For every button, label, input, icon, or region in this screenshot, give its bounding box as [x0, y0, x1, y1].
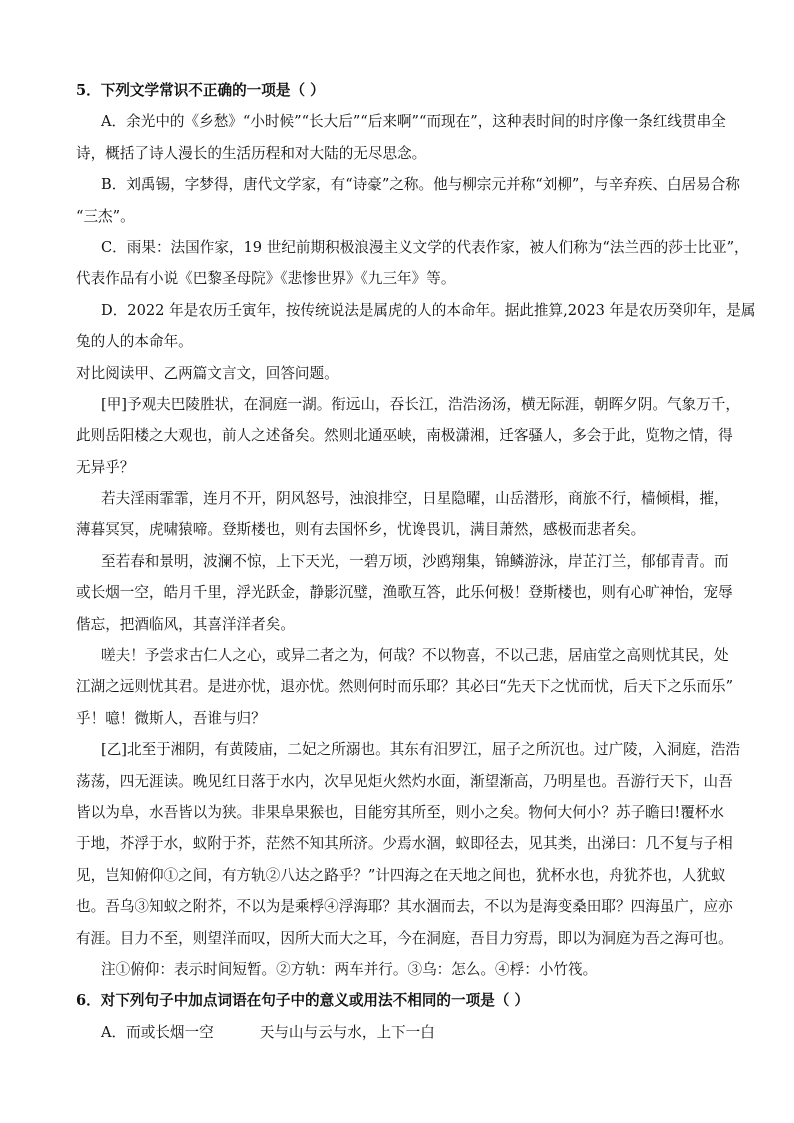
passage-yi-line: [乙]北至于湘阴，有黄陵庙，二妃之所溺也。其东有汨罗江，屈子之所沉也。过广陵，入洞庭，浩浩	[101, 741, 740, 759]
passage-yi-line: 于地，芥浮于水，蚁附于芥，茫然不知其所济。少焉水涸，蚁即径去，见其类，出涕曰：几不复与子相	[76, 835, 733, 853]
passage-jia-line: 此则岳阳楼之大观也，前人之述备矣。然则北通巫峡，南极潇湘，迁客骚人，多会于此，览物之情，得	[76, 427, 733, 445]
q5-option-a-cont: 诗，概括了诗人漫长的生活历程和对大陆的无尽思念。	[76, 144, 427, 162]
passage-jia-line: 无异乎？	[76, 458, 135, 476]
passage-jia-line: 若夫淫雨霏霏，连月不开，阴风怒号，浊浪排空，日星隐曜，山岳潜形，商旅不行，樯倾楫，摧，	[101, 490, 729, 508]
passage-yi-line: 有涯。目力不至，则望洋而叹，因所大而大之耳，今在洞庭，吾目力穷焉，即以为洞庭为吾之海可也。	[76, 929, 733, 947]
reading-instruction: 对比阅读甲、乙两篇文言文，回答问题。	[76, 364, 339, 382]
q5-option-c: C．雨果：法国作家，19 世纪前期积极浪漫主义文学的代表作家，被人们称为“法兰西的莎士比亚”，	[101, 238, 749, 256]
q6-option-a-right: 天与山与云与水，上下一白	[259, 1023, 435, 1041]
passage-jia-line: 至若春和景明，波澜不惊，上下天光，一碧万顷，沙鸥翔集，锦鳞游泳，岸芷汀兰，郁郁青青。而	[101, 552, 729, 570]
q5-option-c-cont: 代表作品有小说《巴黎圣母院》《悲惨世界》《九三年》等。	[76, 270, 456, 288]
passage-yi-line: 皆以为阜，水吾皆以为狭。非果阜果猴也，目能穷其所至，则小之矣。物何大何小？苏子瞻曰!覆杯水	[76, 803, 724, 821]
q5-option-d: D．2022 年是农历壬寅年，按传统说法是属虎的人的本命年。据此推算,2023 年是农历癸卯年，是属	[101, 301, 756, 319]
passage-yi-line: 也。吾乌③知蚁之附芥，不以为是乘桴④浮海耶？其水涸而去，不以为是海变桑田耶？四海虽广，应亦	[76, 898, 733, 916]
passage-jia-line: 或长烟一空，皓月千里，浮光跃金，静影沉璧，渔歌互答，此乐何极！登斯楼也，则有心旷神怡，宠辱	[76, 584, 733, 602]
question-6-stem: 6．对下列句子中加点词语在句子中的意义或用法不相同的一项是（ ）	[76, 992, 530, 1010]
question-5-stem: 5．下列文学常识不正确的一项是（ ）	[76, 82, 325, 99]
passage-jia-line: 偕忘，把酒临风，其喜洋洋者矣。	[76, 615, 295, 633]
q5-option-b: B．刘禹锡，字梦得，唐代文学家，有“诗豪”之称。他与柳宗元并称“刘柳”，与辛弃疾、白居易合称	[101, 176, 740, 194]
q5-option-a: A．余光中的《乡愁》“小时候”“长大后”“后来啊”“而现在”，这种表时间的时序像一条红线贯串全	[101, 113, 726, 131]
passage-jia-line: 江湖之远则忧其君。是进亦忧，退亦忧。然则何时而乐耶？其必曰“先天下之忧而忧，后天下之乐而乐”	[76, 678, 734, 696]
passage-yi-line: 见，岂知俯仰①之间，有方轨②八达之路乎？”计四海之在天地之间也，犹杯水也，舟犹芥也，人犹蚁	[76, 866, 726, 884]
passage-notes: 注①俯仰：表示时间短暂。②方轨：两车并行。③乌：怎么。④桴：小竹筏。	[101, 960, 598, 978]
passage-jia-line: 嗟夫！予尝求古仁人之心，或异二者之为，何哉？不以物喜，不以己悲，居庙堂之高则忧其民，处	[101, 647, 729, 665]
passage-jia-line: [甲]予观夫巴陵胜状，在洞庭一湖。衔远山，吞长江，浩浩汤汤，横无际涯，朝晖夕阴。气象万千，	[101, 395, 740, 413]
passage-jia-line: 薄暮冥冥，虎啸猿啼。登斯楼也，则有去国怀乡，忧谗畏讥，满目萧然，感极而悲者矣。	[76, 521, 646, 539]
q6-option-a	[0, 1017, 794, 1048]
q5-option-b-cont: “三杰”。	[76, 207, 135, 225]
q6-option-a-left: A．而或长烟一空	[101, 1023, 214, 1041]
passage-jia-line: 乎！噫！微斯人，吾谁与归？	[76, 709, 266, 727]
q5-option-d-cont: 兔的人的本命年。	[76, 333, 193, 351]
passage-yi-line: 荡荡，四无涯读。晚见红日落于水内，次早见炬火然灼水面，渐望渐高，乃明星也。吾游行天下，山吾	[76, 772, 733, 790]
